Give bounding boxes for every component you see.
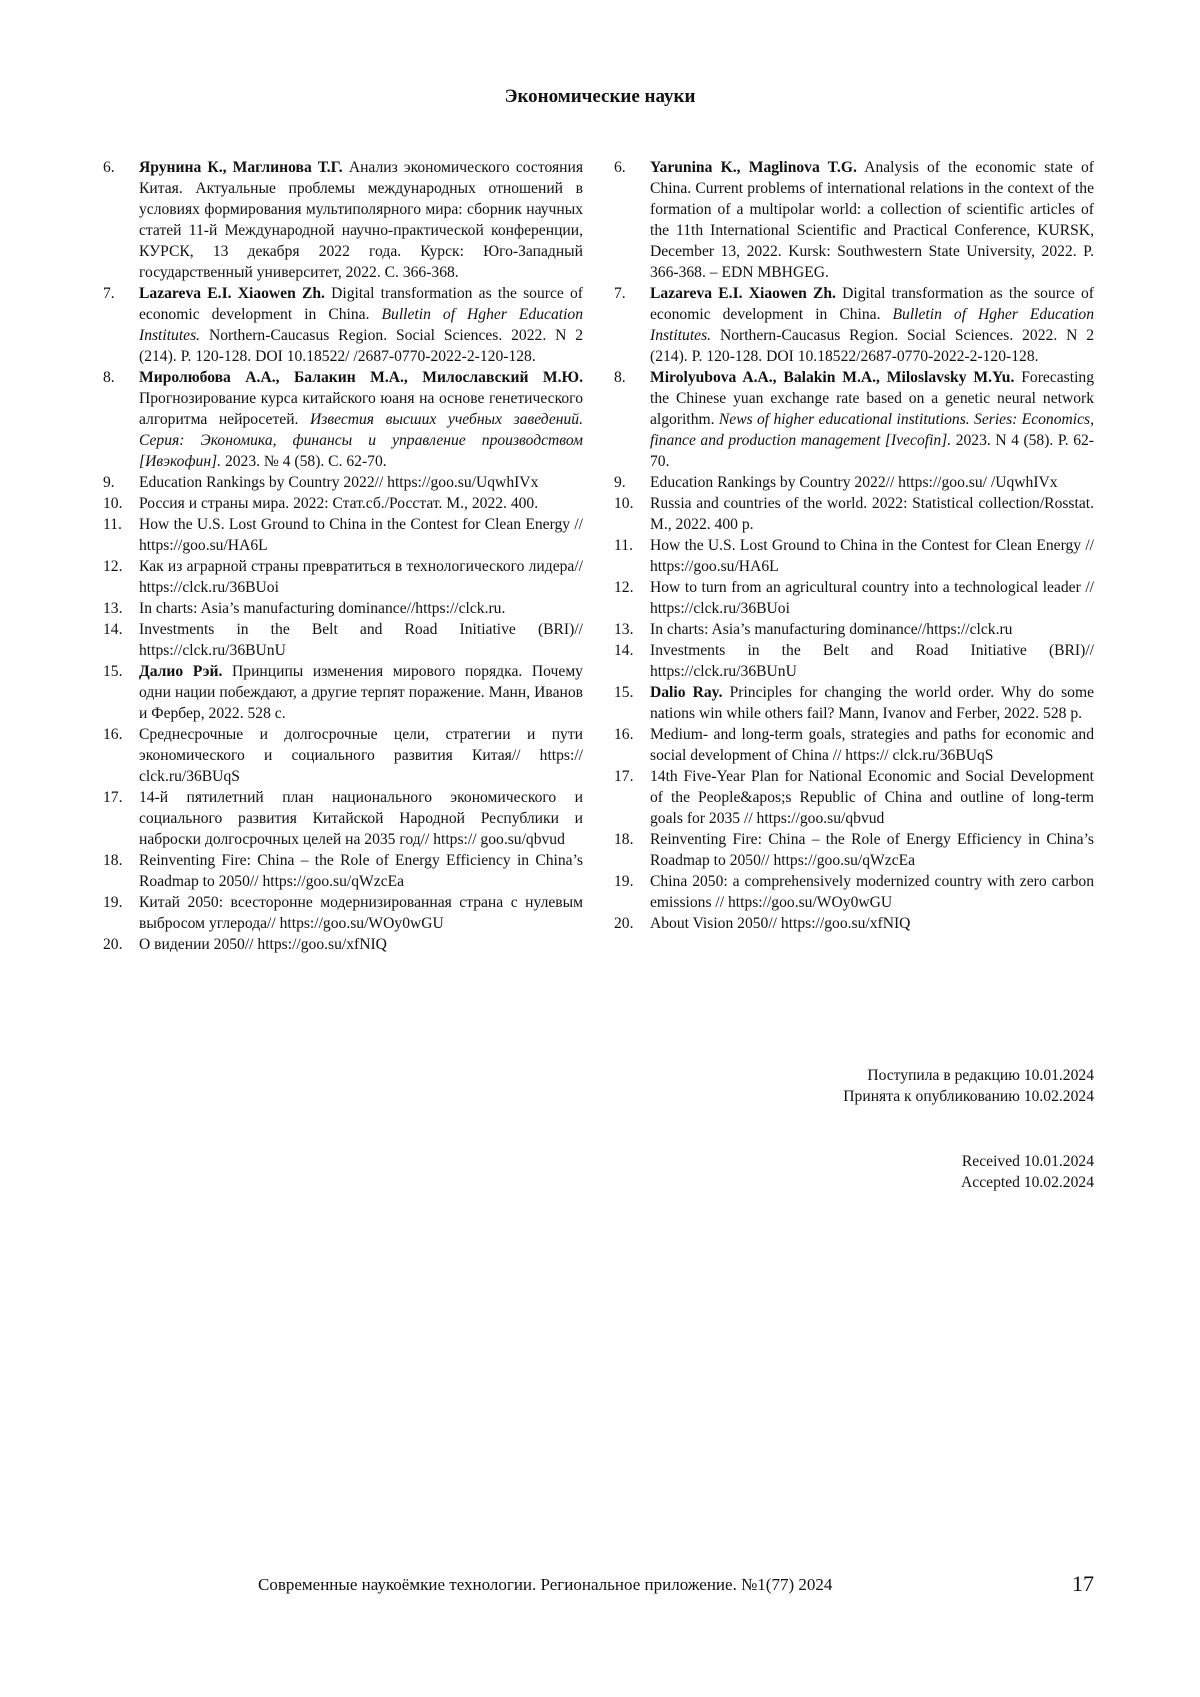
reference-number: 10.	[614, 495, 634, 512]
reference-number: 6.	[103, 159, 115, 176]
journal-footer: Современные наукоёмкие технологии. Региональное приложение. №1(77) 2024	[258, 1575, 833, 1594]
reference-text	[650, 871, 1094, 913]
reference-title: Digital transformation as the source of economic development in China.	[139, 285, 583, 323]
reference-item	[614, 913, 1094, 934]
reference-title: Medium- and long-term goals, strategies and paths for economic and social development of China // https:// clck.ru/36BUqS	[650, 726, 1094, 764]
reference-item	[103, 514, 583, 556]
reference-details: Northern-Caucasus Region. Social Sciences. 2022. N 2 (214). P. 120-128. DOI 10.18522/2687-0770-2022-2-120-128.	[650, 327, 1094, 365]
reference-item	[614, 682, 1094, 724]
reference-number: 19.	[103, 894, 123, 911]
reference-item	[614, 766, 1094, 829]
reference-title: Principles for changing the world order. Why do some nations win while others fail? Mann, Ivanov and Ferber, 2022. 528 p.	[650, 684, 1094, 722]
reference-item	[103, 472, 583, 493]
reference-number: 6.	[614, 159, 626, 176]
reference-title: About Vision 2050// https://goo.su/xfNIQ	[650, 915, 911, 932]
reference-text	[650, 283, 1094, 367]
reference-number: 12.	[103, 558, 123, 575]
reference-number: 9.	[614, 474, 626, 491]
reference-title: Reinventing Fire: China – the Role of Energy Efficiency in China’s Roadmap to 2050// https://goo.su/qWzcEa	[139, 852, 583, 890]
reference-source: News of higher educational institutions. Series: Economics, finance and production management [Ivecofin].	[650, 411, 1094, 449]
reference-number: 7.	[614, 285, 626, 302]
reference-title: Как из аграрной страны превратиться в технологического лидера// https://clck.ru/36BUoi	[139, 558, 583, 596]
reference-item	[103, 493, 583, 514]
reference-title: Forecasting the Chinese yuan exchange rate based on a genetic neural network algorithm.	[650, 369, 1094, 428]
reference-title: Investments in the Belt and Road Initiative (BRI)// https://clck.ru/36BUnU	[650, 642, 1094, 680]
reference-number: 8.	[614, 369, 626, 386]
reference-title: In charts: Asia’s manufacturing dominance//https://clck.ru.	[139, 600, 506, 617]
reference-authors: Миролюбова А.А., Балакин М.А., Милославский М.Ю.	[139, 369, 583, 386]
reference-text	[650, 724, 1094, 766]
reference-details: Northern-Caucasus Region. Social Sciences. 2022. N 2 (214). P. 120-128. DOI 10.18522/ /2687-0770-2022-2-120-128.	[139, 327, 583, 365]
reference-number: 18.	[103, 852, 123, 869]
page-number: 17	[1072, 1571, 1094, 1596]
accepted-date-ru: Принята к опубликованию 10.02.2024	[843, 1088, 1094, 1105]
reference-item	[614, 577, 1094, 619]
reference-title: Investments in the Belt and Road Initiative (BRI)// https://clck.ru/36BUnU	[139, 621, 583, 659]
reference-text	[650, 829, 1094, 871]
received-date-ru: Поступила в редакцию 10.01.2024	[867, 1067, 1094, 1084]
reference-title: How the U.S. Lost Ground to China in the Contest for Clean Energy // https://goo.su/HA6L	[139, 516, 583, 554]
reference-number: 11.	[103, 516, 122, 533]
reference-authors: Mirolyubova A.A., Balakin M.A., Miloslavsky M.Yu.	[650, 369, 1015, 386]
reference-title: Среднесрочные и долгосрочные цели, стратегии и пути экономического и социального развития Китая// https:// clck.ru/36BUqS	[139, 726, 583, 785]
reference-authors: Lazareva E.I. Xiaowen Zh.	[139, 285, 325, 302]
reference-text	[139, 619, 583, 661]
reference-item	[103, 850, 583, 892]
reference-text	[650, 472, 1094, 493]
reference-text	[139, 514, 583, 556]
reference-item	[103, 661, 583, 724]
reference-number: 17.	[614, 768, 634, 785]
reference-title: Education Rankings by Country 2022// https://goo.su/ /UqwhIVx	[650, 474, 1058, 491]
reference-item	[103, 724, 583, 787]
reference-item	[614, 640, 1094, 682]
references-en	[614, 157, 1094, 934]
reference-item	[614, 472, 1094, 493]
reference-title: How to turn from an agricultural country into a technological leader // https://clck.ru/36BUoi	[650, 579, 1094, 617]
reference-authors: Lazareva E.I. Xiaowen Zh.	[650, 285, 836, 302]
received-date-en: Received 10.01.2024	[961, 1153, 1094, 1170]
reference-title: Russia and countries of the world. 2022: Statistical collection/Rosstat. M., 2022. 400 p.	[650, 495, 1094, 533]
reference-text	[650, 493, 1094, 535]
reference-number: 8.	[103, 369, 115, 386]
reference-text	[650, 577, 1094, 619]
reference-item	[614, 724, 1094, 766]
reference-title: О видении 2050// https://goo.su/xfNIQ	[139, 936, 387, 953]
reference-text	[139, 367, 583, 472]
reference-text	[139, 157, 583, 283]
reference-source: Известия высших учебных заведений. Серия: Экономика, финансы и управление производством [Ивэкофин].	[139, 411, 583, 470]
reference-item	[103, 619, 583, 661]
reference-text	[650, 640, 1094, 682]
reference-text	[139, 787, 583, 850]
reference-number: 7.	[103, 285, 115, 302]
reference-source: Bulletin of Hgher Education Institutes.	[139, 306, 584, 344]
reference-item	[614, 493, 1094, 535]
reference-text	[650, 766, 1094, 829]
reference-title: Education Rankings by Country 2022// https://goo.su/UqwhIVx	[139, 474, 539, 491]
references-ru	[103, 157, 583, 955]
reference-item	[103, 367, 583, 472]
section-header: Экономические науки	[504, 86, 696, 107]
reference-text	[139, 892, 583, 934]
reference-number: 9.	[103, 474, 115, 491]
submission-dates-ru	[843, 1065, 1094, 1107]
reference-text	[139, 724, 583, 787]
reference-title: China 2050: a comprehensively modernized country with zero carbon emissions // https://goo.su/WOy0wGU	[650, 873, 1094, 911]
reference-text	[139, 493, 583, 514]
reference-authors: Ярунина К., Маглинова Т.Г.	[139, 159, 343, 176]
reference-number: 12.	[614, 579, 634, 596]
reference-authors: Далио Рэй.	[139, 663, 223, 680]
reference-text	[139, 934, 583, 955]
submission-dates-en	[961, 1151, 1094, 1193]
reference-title: Принципы изменения мирового порядка. Почему одни нации побеждают, а другие терпят поражение. Манн, Иванов и Фербер, 2022. 528 с.	[139, 663, 583, 722]
reference-title: Анализ экономического состояния Китая. Актуальные проблемы международных отношений в условиях формирования мультиполярного мира: сборник научных статей 11-й Международной научно-практической конференции, КУРСК, 13 декабря 2022 года. Курск: Юго-Западный государственный университет, 2022. С. 366-368.	[139, 159, 583, 281]
reference-title: Digital transformation as the source of economic development in China.	[650, 285, 1094, 323]
reference-title: Россия и страны мира. 2022: Стат.сб./Росстат. М., 2022. 400.	[139, 495, 539, 512]
reference-number: 10.	[103, 495, 123, 512]
reference-text	[139, 472, 583, 493]
reference-number: 14.	[103, 621, 123, 638]
reference-number: 15.	[103, 663, 123, 680]
reference-number: 16.	[103, 726, 123, 743]
reference-number: 11.	[614, 537, 633, 554]
reference-item	[614, 367, 1094, 472]
reference-number: 18.	[614, 831, 634, 848]
reference-authors: Dalio Ray.	[650, 684, 723, 701]
reference-title: Analysis of the economic state of China. Current problems of international relations in the context of the formation of a multipolar world: a collection of scientific articles of the 11th International Scientific and Practical Conference, KURSK, December 13, 2022. Kursk: Southwestern State University, 2022. P. 366-368. – EDN MBHGEG.	[650, 159, 1094, 281]
reference-number: 19.	[614, 873, 634, 890]
reference-number: 20.	[614, 915, 634, 932]
reference-number: 14.	[614, 642, 634, 659]
reference-source: Bulletin of Hgher Education Institutes.	[650, 306, 1095, 344]
reference-text	[650, 535, 1094, 577]
reference-title: 14-й пятилетний план национального экономического и социального развития Китайской Народной Республики и наброски долгосрочных целей на 2035 год// https:// goo.su/qbvud	[139, 789, 583, 848]
reference-number: 13.	[614, 621, 634, 638]
reference-item	[614, 535, 1094, 577]
reference-number: 13.	[103, 600, 123, 617]
reference-item	[103, 283, 583, 367]
reference-text	[650, 157, 1094, 283]
reference-number: 17.	[103, 789, 123, 806]
reference-number: 15.	[614, 684, 634, 701]
reference-text	[650, 913, 1094, 934]
reference-item	[614, 157, 1094, 283]
reference-title: Прогнозирование курса китайского юаня на основе генетического алгоритма нейросетей.	[139, 390, 583, 428]
reference-authors: Yarunina K., Maglinova T.G.	[650, 159, 857, 176]
accepted-date-en: Accepted 10.02.2024	[961, 1174, 1094, 1191]
reference-item	[103, 934, 583, 955]
reference-text	[139, 661, 583, 724]
reference-item	[103, 157, 583, 283]
reference-text	[650, 619, 1094, 640]
reference-item	[614, 829, 1094, 871]
reference-item	[103, 892, 583, 934]
reference-text	[650, 367, 1094, 472]
reference-title: Reinventing Fire: China – the Role of Energy Efficiency in China’s Roadmap to 2050// https://goo.su/qWzcEa	[650, 831, 1094, 869]
reference-title: How the U.S. Lost Ground to China in the Contest for Clean Energy // https://goo.su/HA6L	[650, 537, 1094, 575]
reference-text	[139, 283, 583, 367]
reference-title: Китай 2050: всесторонне модернизированная страна с нулевым выбросом углерода// https://goo.su/WOy0wGU	[139, 894, 583, 932]
reference-item	[103, 787, 583, 850]
reference-text	[650, 682, 1094, 724]
reference-item	[614, 283, 1094, 367]
reference-item	[103, 598, 583, 619]
reference-title: 14th Five-Year Plan for National Economic and Social Development of the People&apos;s Republic of China and outline of long-term goals for 2035 // https://goo.su/qbvud	[650, 768, 1094, 827]
reference-details: 2023. № 4 (58). С. 62-70.	[221, 453, 387, 470]
reference-number: 20.	[103, 936, 123, 953]
reference-item	[614, 619, 1094, 640]
reference-item	[614, 871, 1094, 913]
reference-text	[139, 598, 583, 619]
reference-title: In charts: Asia’s manufacturing dominance//https://clck.ru	[650, 621, 1013, 638]
reference-number: 16.	[614, 726, 634, 743]
reference-item	[103, 556, 583, 598]
reference-details: 2023. N 4 (58). P. 62-70.	[650, 432, 1094, 470]
reference-text	[139, 556, 583, 598]
reference-text	[139, 850, 583, 892]
